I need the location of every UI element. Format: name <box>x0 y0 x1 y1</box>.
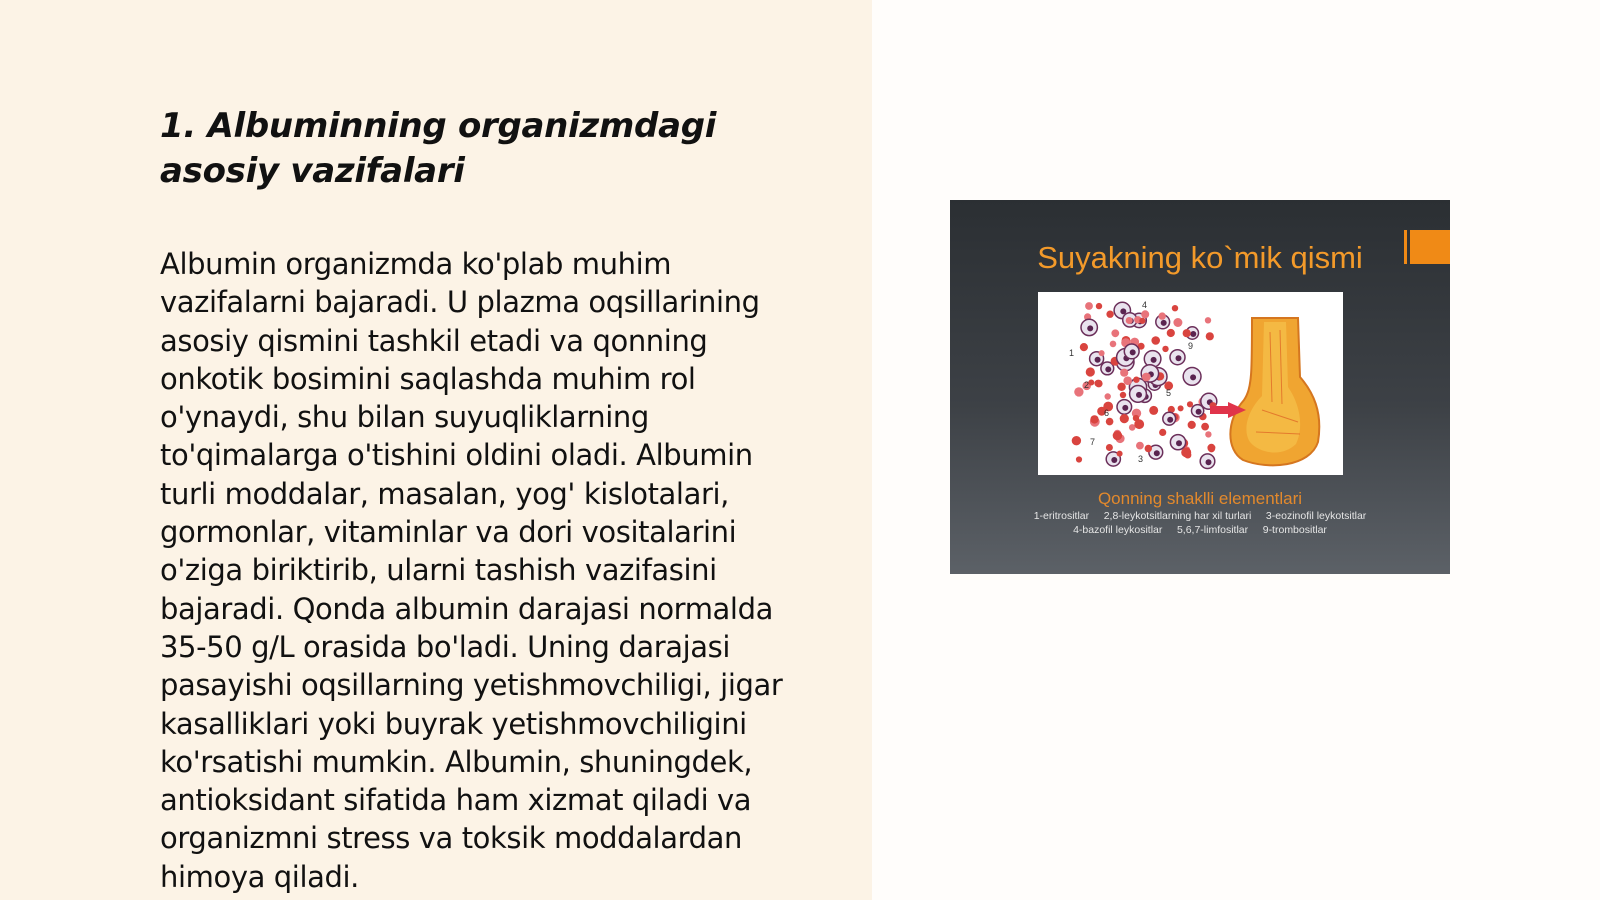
red-blood-cell <box>1117 451 1123 457</box>
red-blood-cell <box>1206 332 1214 340</box>
red-blood-cell <box>1110 341 1117 348</box>
blood-cells-drawing <box>1038 292 1343 475</box>
red-blood-cell <box>1133 415 1139 421</box>
cell-nucleus <box>1190 374 1196 380</box>
red-blood-cell <box>1126 317 1133 324</box>
red-blood-cell <box>1123 376 1132 385</box>
red-blood-cell <box>1111 329 1119 337</box>
red-blood-cell <box>1106 444 1113 451</box>
red-blood-cell <box>1149 406 1158 415</box>
red-blood-cell <box>1136 442 1144 450</box>
red-blood-cell <box>1074 387 1083 396</box>
cell-nucleus <box>1130 349 1136 355</box>
cell-nucleus <box>1154 450 1160 456</box>
embedded-slide-image <box>950 200 1450 574</box>
cell-label: 2 <box>1084 380 1090 390</box>
red-blood-cell <box>1183 329 1191 337</box>
red-blood-cell <box>1076 456 1082 462</box>
red-blood-cell <box>1173 318 1182 327</box>
cell-nucleus <box>1196 409 1202 415</box>
cell-nucleus <box>1151 357 1157 363</box>
red-blood-cell <box>1117 383 1125 391</box>
cell-nucleus <box>1105 366 1111 372</box>
cell-label: 3 <box>1138 454 1144 464</box>
blood-cells-illustration <box>1038 292 1343 475</box>
red-blood-cell <box>1086 367 1095 376</box>
cell-nucleus <box>1176 440 1182 446</box>
red-blood-cell <box>1113 431 1122 440</box>
cell-label: 4 <box>1142 300 1148 310</box>
red-blood-cell <box>1184 451 1191 458</box>
red-blood-cell <box>1096 303 1102 309</box>
red-blood-cell <box>1201 423 1209 431</box>
cell-label: 9 <box>1188 341 1194 351</box>
red-blood-cell <box>1151 336 1160 345</box>
red-blood-cell <box>1159 312 1166 319</box>
red-blood-cell <box>1145 445 1152 452</box>
cell-nucleus <box>1122 405 1128 411</box>
red-blood-cell <box>1120 414 1129 423</box>
red-blood-cell <box>1167 329 1175 337</box>
red-blood-cell <box>1205 431 1211 437</box>
cell-label: 5 <box>1166 388 1172 398</box>
red-blood-cell <box>1139 318 1145 324</box>
red-blood-cell <box>1105 393 1111 399</box>
slide-body-text: Albumin organizmda ko'plab muhim vazifalarni bajaradi. U plazma oqsillarining asosiy qismini tashkil etadi va qonning onkotik bosimini saqlashda muhim rol o'ynaydi, shu bilan suyuqliklarning to'qimalarga o'tishini oldini oladi. Albumin turli moddalar, masalan, yog' kislotalari, gormonlar, vitaminlar va dori vositalarini o'ziga biriktirib, ularni tashish vazifasini bajaradi. Qonda albumin darajasi normalda 35-50 g/L orasida bo'ladi. Uning darajasi pasayishi oqsillarning yetishmovchiligi, jigar kasalliklari yoki buyrak yetishmovchiligini ko'rsatishi mumkin. Albumin, shuningdek, antioksidant sifatida ham xizmat qiladi va organizmni stress va toksik moddalardan himoya qiladi. <box>160 247 783 894</box>
cell-label: 6 <box>1104 408 1110 418</box>
red-blood-cell <box>1178 405 1184 411</box>
image-title: Suyakning ko`mik qismi <box>1037 240 1363 275</box>
cell-nucleus <box>1136 392 1142 398</box>
red-blood-cell <box>1120 369 1128 377</box>
red-blood-cell <box>1090 415 1098 423</box>
red-blood-cell <box>1187 401 1193 407</box>
red-blood-cell <box>1085 302 1093 310</box>
red-blood-cell <box>1088 380 1094 386</box>
image-caption: Qonning shaklli elementlari <box>1097 489 1303 508</box>
image-legend-line: 4-bazofil leykositlar 5,6,7-limfositlar 9-trombositlar <box>1073 524 1327 536</box>
cell-nucleus <box>1161 320 1167 326</box>
cell-label: 1 <box>1069 348 1075 358</box>
cell-nucleus <box>1190 331 1196 337</box>
bone-marrow-icon <box>1230 318 1319 465</box>
red-blood-cell <box>1080 343 1088 351</box>
cell-nucleus <box>1095 357 1101 363</box>
cell-nucleus <box>1206 459 1212 465</box>
cell-nucleus <box>1167 417 1173 423</box>
red-blood-cell <box>1172 305 1178 311</box>
red-blood-cell <box>1159 429 1166 436</box>
cell-nucleus <box>1087 325 1093 331</box>
cell-nucleus <box>1111 457 1117 463</box>
red-blood-cell <box>1106 311 1113 318</box>
red-blood-cell <box>1142 373 1151 382</box>
red-blood-cell <box>1208 446 1215 453</box>
red-blood-cell <box>1141 310 1149 318</box>
red-blood-cell <box>1106 418 1114 426</box>
red-blood-cell <box>1120 392 1126 398</box>
red-blood-cell <box>1072 436 1081 445</box>
red-blood-cell <box>1188 421 1196 429</box>
red-blood-cell <box>1094 380 1101 387</box>
red-blood-cell <box>1099 350 1105 356</box>
image-legend-line: 1-eritrositlar 2,8-leykotsitlarning har xil turlari 3-eozinofil leykotsitlar <box>1033 510 1367 522</box>
cell-nucleus <box>1176 355 1182 361</box>
red-blood-cell <box>1162 346 1168 352</box>
red-blood-cell <box>1133 377 1139 383</box>
cell-label: 7 <box>1090 437 1096 447</box>
red-blood-cell <box>1205 317 1211 323</box>
slide-title: 1. Albuminning organizmdagi asosiy vazifalari <box>160 106 717 191</box>
